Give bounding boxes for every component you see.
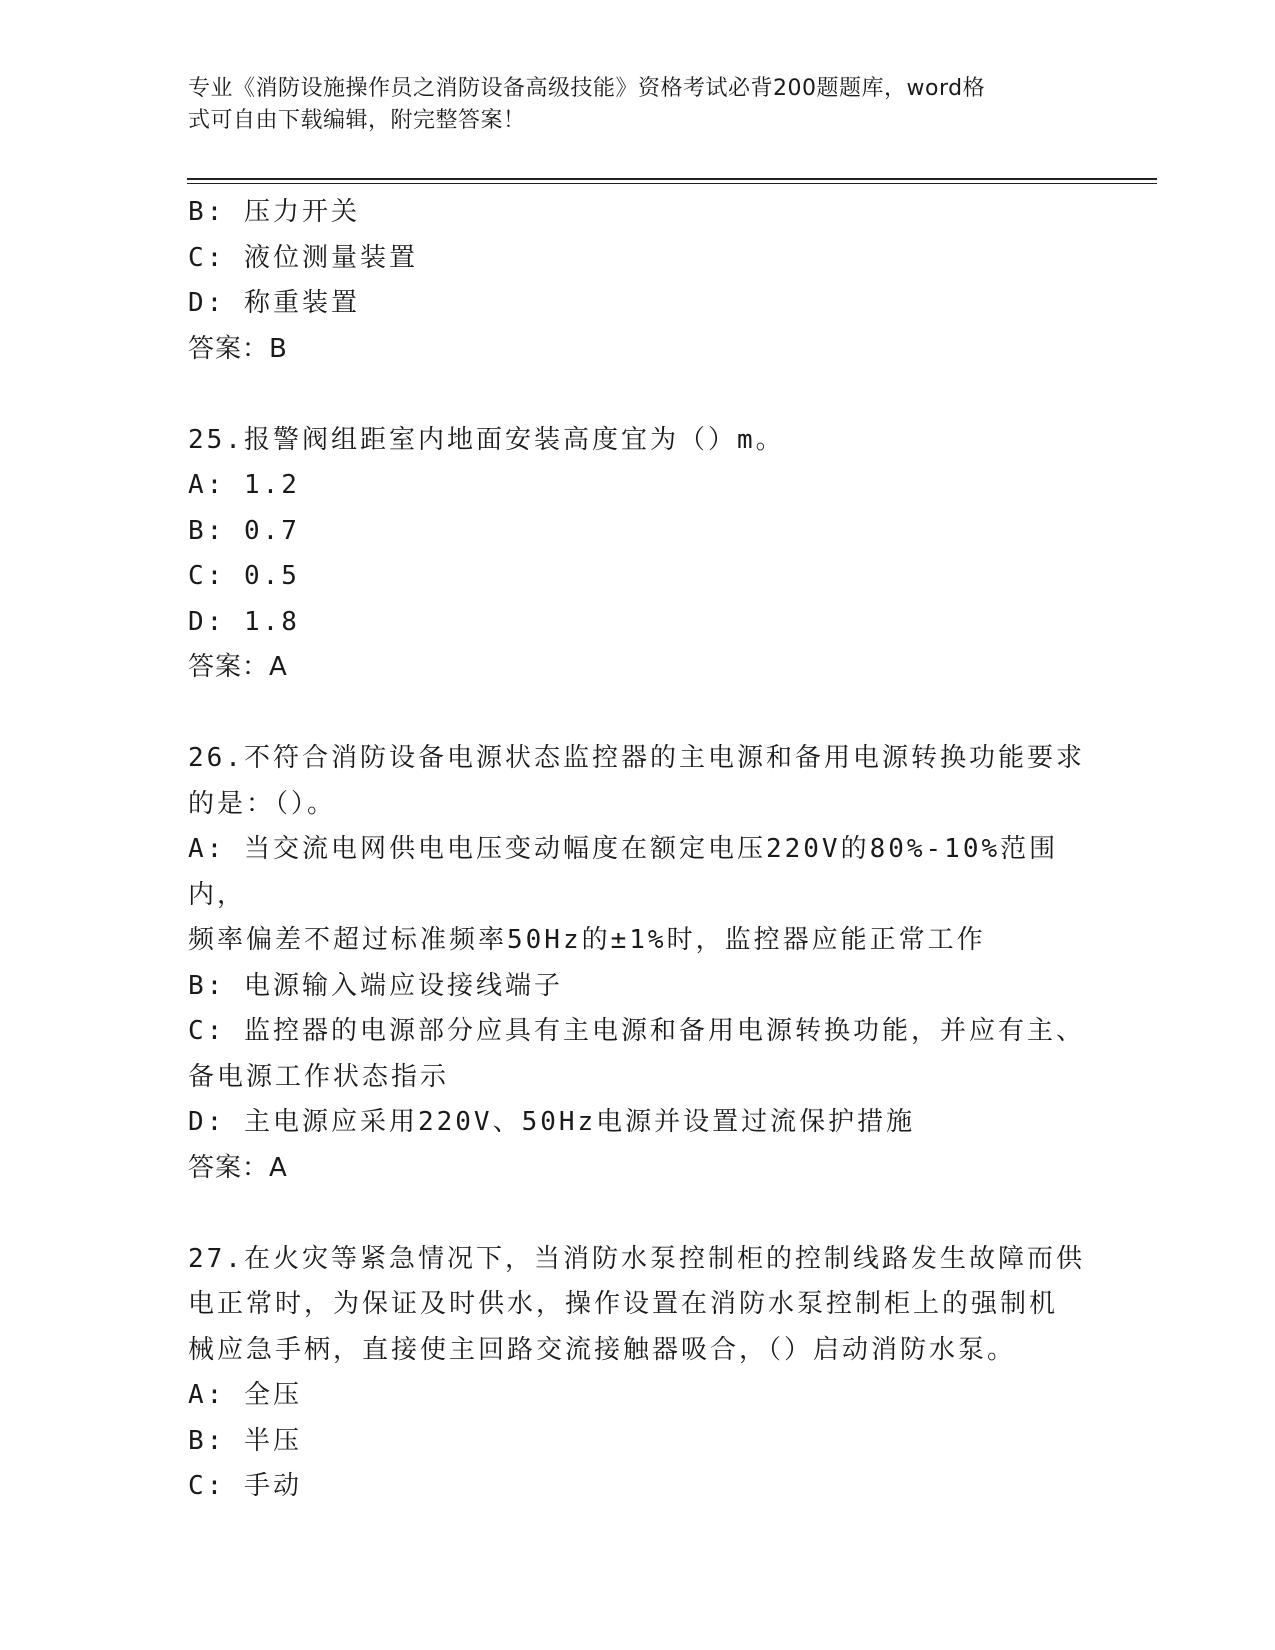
question-stem-line-2: 的是：（）。 bbox=[188, 788, 337, 819]
prev-question-block bbox=[188, 190, 1088, 372]
option-a: A: 1.2 bbox=[188, 470, 300, 500]
spacer bbox=[188, 372, 1088, 418]
spacer bbox=[188, 1191, 1088, 1237]
header-line-1: 专业《消防设施操作员之消防设备高级技能》资格考试必背200题题库，word格 bbox=[188, 76, 986, 101]
option-a-line-2: 频率偏差不超过标准频率50Hz的±1%时，监控器应能正常工作 bbox=[188, 925, 986, 955]
question-stem-line-2: 电正常时，为保证及时供水，操作设置在消防水泵控制柜上的强制机 bbox=[188, 1289, 1059, 1319]
header-rule-thick bbox=[187, 178, 1157, 180]
header-line-2: 式可自由下载编辑，附完整答案！ bbox=[188, 108, 526, 133]
spacer bbox=[188, 691, 1088, 737]
question-body bbox=[188, 190, 1088, 1510]
option-d: D: 称重装置 bbox=[188, 288, 360, 318]
option-b: B: 压力开关 bbox=[188, 197, 360, 227]
option-d: D: 主电源应采用220V、50Hz电源并设置过流保护措施 bbox=[188, 1107, 916, 1137]
question-25 bbox=[188, 418, 1088, 691]
question-stem-line-1: 26.不符合消防设备电源状态监控器的主电源和备用电源转换功能要求 bbox=[188, 743, 1085, 773]
option-d: D: 1.8 bbox=[188, 606, 300, 637]
answer: 答案：B bbox=[188, 333, 288, 364]
question-26 bbox=[188, 736, 1088, 1191]
option-c-line-1: C: 监控器的电源部分应具有主电源和备用电源转换功能，并应有主、 bbox=[188, 1016, 1085, 1046]
question-stem-line-1: 27.在火灾等紧急情况下，当消防水泵控制柜的控制线路发生故障而供 bbox=[188, 1243, 1085, 1274]
option-b: B: 0.7 bbox=[188, 515, 300, 546]
page-header bbox=[188, 73, 1068, 137]
option-c-line-2: 备电源工作状态指示 bbox=[188, 1061, 450, 1092]
option-b: B: 电源输入端应设接线端子 bbox=[188, 970, 563, 1001]
option-a: A: 全压 bbox=[188, 1380, 302, 1410]
question-stem-line-3: 械应急手柄，直接使主回路交流接触器吸合，（）启动消防水泵。 bbox=[188, 1334, 1017, 1365]
option-c: C: 手动 bbox=[188, 1471, 302, 1501]
option-c: C: 0.5 bbox=[188, 561, 300, 591]
question-27 bbox=[188, 1237, 1088, 1510]
option-c: C: 液位测量装置 bbox=[188, 242, 418, 273]
header-rule-thin bbox=[187, 183, 1157, 184]
option-a-line-1: A: 当交流电网供电电压变动幅度在额定电压220V的80%-10%范围内， bbox=[188, 834, 1059, 910]
option-b: B: 半压 bbox=[188, 1425, 302, 1456]
answer: 答案：A bbox=[188, 1152, 288, 1183]
answer: 答案：A bbox=[188, 652, 288, 682]
question-stem: 25.报警阀组距室内地面安装高度宜为（）m。 bbox=[188, 424, 785, 455]
